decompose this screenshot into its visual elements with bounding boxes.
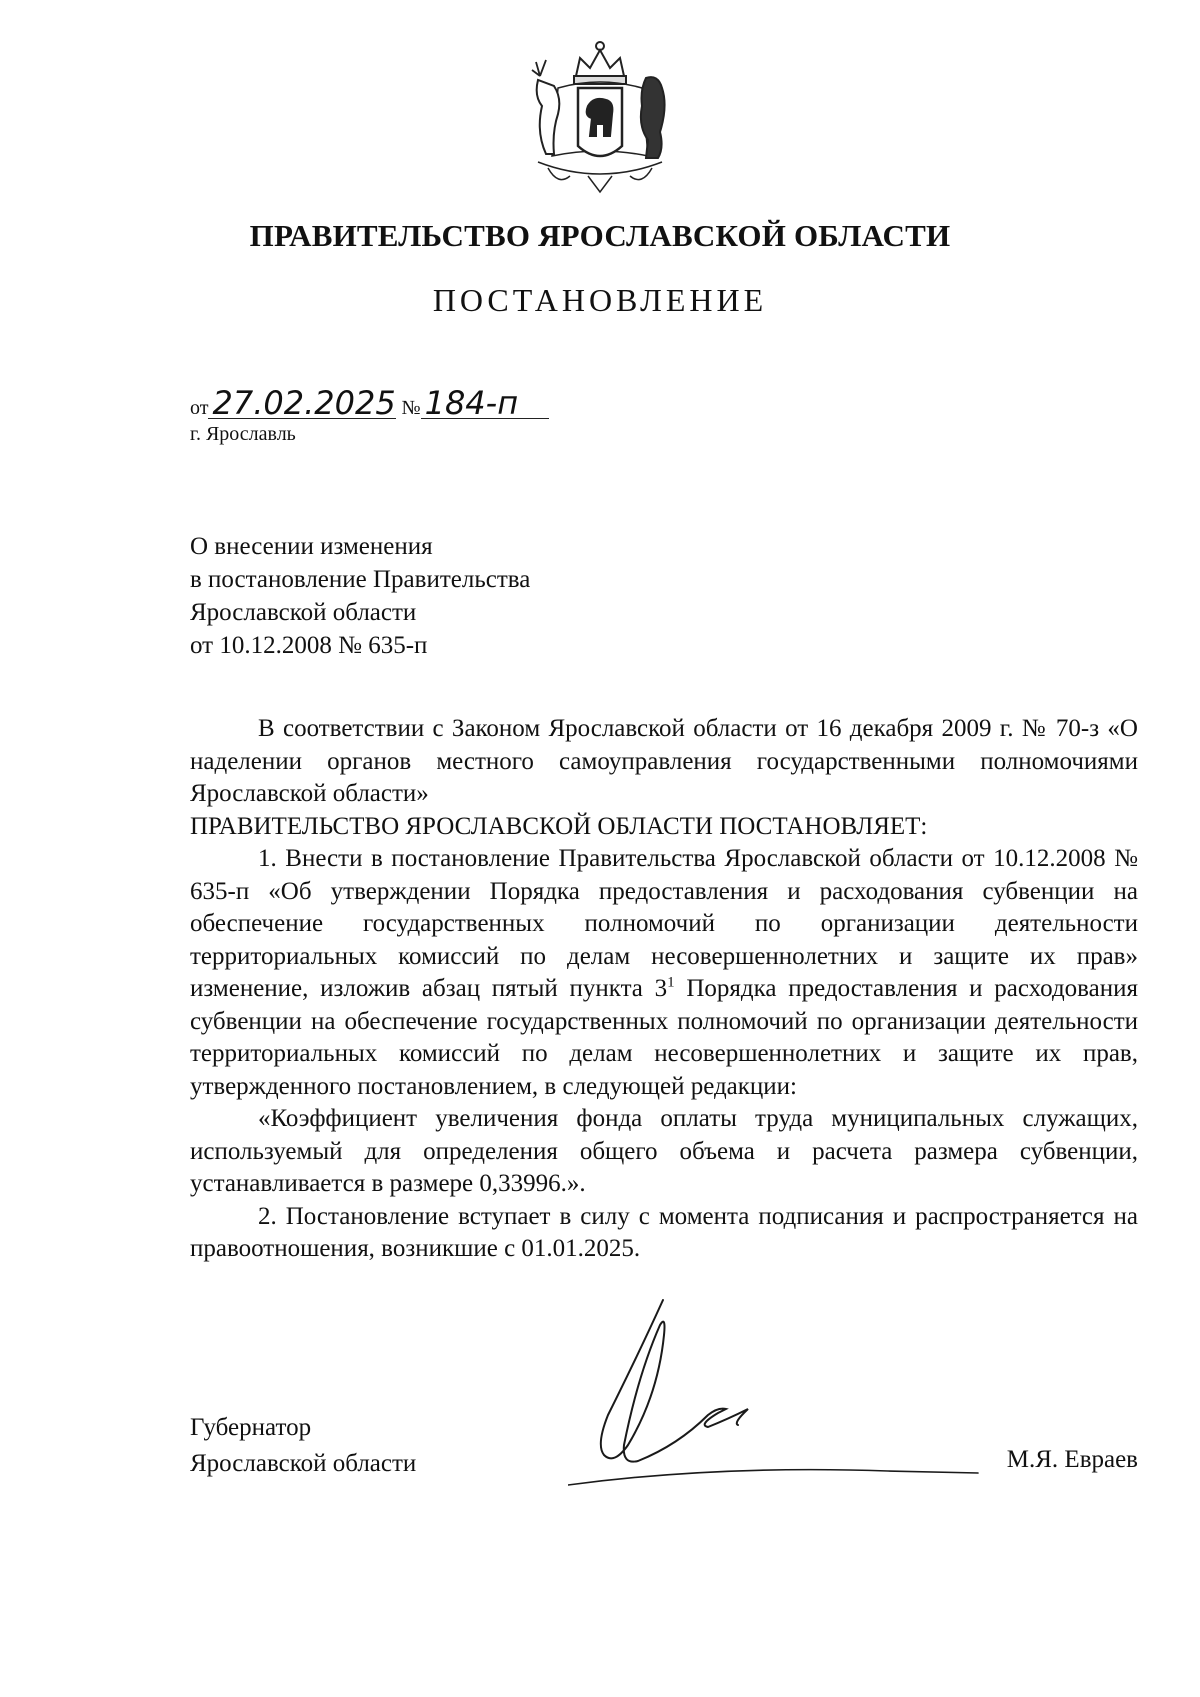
- item-1-paragraph: [190, 843, 1138, 1103]
- decree-date-number: [190, 384, 549, 422]
- quoted-amendment: «Коэффициент увеличения фонда оплаты труда муниципальных служащих, используемый для определения общего объема и расчета размера субвенции, устанавливается в размере 0,33996.».: [190, 1105, 1138, 1197]
- signatory-region: Ярославской области: [190, 1450, 417, 1477]
- item-1-superscript: 1: [667, 974, 675, 991]
- coat-of-arms-emblem: [518, 36, 682, 196]
- signatory-position: Губернатор: [190, 1414, 312, 1441]
- subject-line: О внесении изменения: [190, 533, 433, 560]
- resolution-heading: ПРАВИТЕЛЬСТВО ЯРОСЛАВСКОЙ ОБЛАСТИ ПОСТАНОВЛЯЕТ:: [190, 812, 928, 840]
- document-type-title: ПОСТАНОВЛЕНИЕ: [432, 282, 768, 318]
- decree-date: 27.02.2025: [208, 388, 396, 419]
- date-prefix-label: от: [190, 397, 209, 419]
- item-2-paragraph: 2. Постановление вступает в силу с момента подписания и распространяется на правоотношения, возникшие с 01.01.2025.: [190, 1202, 1138, 1262]
- decree-subject: [190, 530, 530, 662]
- preamble-paragraph: В соответствии с Законом Ярославской области от 16 декабря 2009 г. № 70-з «О наделении органов местного самоуправления государственными полномочиями Ярославской области»: [190, 715, 1138, 807]
- city-label: г. Ярославль: [190, 423, 296, 445]
- government-title: ПРАВИТЕЛЬСТВО ЯРОСЛАВСКОЙ ОБЛАСТИ: [249, 218, 951, 253]
- decree-body: [190, 713, 1138, 1266]
- signatory-name: М.Я. Евраев: [1006, 1446, 1138, 1473]
- item-1-text-b: Порядка предоставления и расходования субвенции на обеспечение государственных полномочий по организации деятельности территориальных комиссий по делам несовершеннолетних и защите их прав, утвержденного постановлением, в следующей редакции:: [190, 975, 1139, 1100]
- subject-line: от 10.12.2008 № 635-п: [190, 632, 428, 659]
- number-prefix-label: №: [401, 397, 421, 419]
- signatory-title: [190, 1410, 416, 1482]
- subject-line: Ярославской области: [190, 599, 417, 626]
- decree-number: 184-п: [421, 388, 549, 419]
- item-1-text-a: 1. Внести в постановление Правительства Ярославской области от 10.12.2008 № 635-п «Об утверждении Порядка предоставления и расходования субвенции на обеспечение государственных полномочий по организации деятельности территориальных комиссий по делам несовершеннолетних и защите их прав» изменение, изложив абзац пятый пункта 3: [190, 845, 1138, 1002]
- handwritten-signature: [568, 1295, 988, 1495]
- subject-line: в постановление Правительства: [190, 566, 531, 593]
